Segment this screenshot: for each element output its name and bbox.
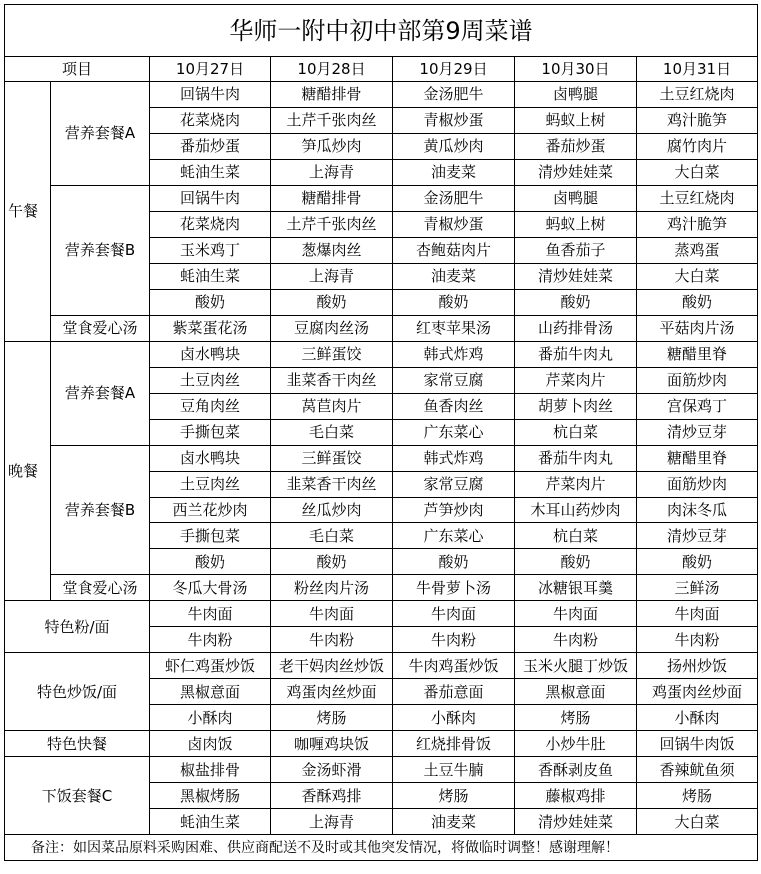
meal-label: 晚餐: [5, 341, 51, 601]
dish-cell: 蒸鸡蛋: [637, 237, 758, 263]
dish-cell: 酸奶: [637, 549, 758, 575]
dish-cell: 黑椒意面: [150, 679, 271, 705]
dish-cell: 莴苣肉片: [271, 393, 393, 419]
dish-cell: 三鲜蛋饺: [271, 341, 393, 367]
dish-cell: 酸奶: [637, 289, 758, 315]
dish-cell: 黑椒烤肠: [150, 783, 271, 809]
dish-cell: 黑椒意面: [515, 679, 637, 705]
dish-cell: 卤肉饭: [150, 731, 271, 757]
dish-cell: 咖喱鸡块饭: [271, 731, 393, 757]
dish-cell: 鱼香肉丝: [393, 393, 515, 419]
dish-cell: 豆腐肉丝汤: [271, 315, 393, 341]
dish-cell: 家常豆腐: [393, 471, 515, 497]
dish-cell: 粉丝肉片汤: [271, 575, 393, 601]
dish-cell: 上海青: [271, 263, 393, 289]
dish-cell: 鱼香茄子: [515, 237, 637, 263]
menu-row: [5, 731, 758, 757]
menu-row: [5, 341, 758, 367]
dish-cell: 小炒牛肚: [515, 731, 637, 757]
category-label: 特色粉/面: [5, 601, 150, 653]
dish-cell: 蚝油生菜: [150, 809, 271, 835]
dish-cell: 西兰花炒肉: [150, 497, 271, 523]
dish-cell: 大白菜: [637, 809, 758, 835]
dish-cell: 牛肉粉: [271, 627, 393, 653]
dish-cell: 面筋炒肉: [637, 367, 758, 393]
menu-row: [5, 757, 758, 783]
dish-cell: 回锅牛肉饭: [637, 731, 758, 757]
date-header: 10月29日: [393, 57, 515, 82]
dish-cell: 金汤肥牛: [393, 82, 515, 108]
group-label: 营养套餐A: [51, 341, 150, 445]
menu-row: [5, 575, 758, 601]
dish-cell: 清炒娃娃菜: [515, 159, 637, 185]
dish-cell: 清炒娃娃菜: [515, 263, 637, 289]
dish-cell: 家常豆腐: [393, 367, 515, 393]
dish-cell: 肉沫冬瓜: [637, 497, 758, 523]
group-label: 堂食爱心汤: [51, 315, 150, 341]
menu-row: [5, 601, 758, 627]
date-header: 10月27日: [150, 57, 271, 82]
date-header: 10月31日: [637, 57, 758, 82]
menu-row: [5, 185, 758, 211]
dish-cell: 牛肉粉: [637, 627, 758, 653]
menu-row: [5, 653, 758, 679]
dish-cell: 冬瓜大骨汤: [150, 575, 271, 601]
dish-cell: 老干妈肉丝炒饭: [271, 653, 393, 679]
dish-cell: 酸奶: [150, 289, 271, 315]
group-label: 营养套餐A: [51, 82, 150, 186]
dish-cell: 山药排骨汤: [515, 315, 637, 341]
dish-cell: 蚝油生菜: [150, 159, 271, 185]
dish-cell: 番茄牛肉丸: [515, 445, 637, 471]
dish-cell: 土芹千张肉丝: [271, 107, 393, 133]
dish-cell: 笋瓜炒肉: [271, 133, 393, 159]
dish-cell: 芹菜肉片: [515, 367, 637, 393]
group-label: 营养套餐B: [51, 185, 150, 315]
dish-cell: 番茄牛肉丸: [515, 341, 637, 367]
dish-cell: 三鲜汤: [637, 575, 758, 601]
dish-cell: 牛肉粉: [150, 627, 271, 653]
dish-cell: 黄瓜炒肉: [393, 133, 515, 159]
date-header: 10月30日: [515, 57, 637, 82]
dish-cell: 回锅牛肉: [150, 82, 271, 108]
dish-cell: 土豆肉丝: [150, 471, 271, 497]
group-label: 营养套餐B: [51, 445, 150, 575]
dish-cell: 面筋炒肉: [637, 471, 758, 497]
dish-cell: 韭菜香干肉丝: [271, 367, 393, 393]
dish-cell: 宫保鸡丁: [637, 393, 758, 419]
dish-cell: 韩式炸鸡: [393, 341, 515, 367]
dish-cell: 牛肉面: [637, 601, 758, 627]
dish-cell: 大白菜: [637, 159, 758, 185]
dish-cell: 酸奶: [515, 289, 637, 315]
dish-cell: 芦笋炒肉: [393, 497, 515, 523]
dish-cell: 回锅牛肉: [150, 185, 271, 211]
dish-cell: 韭菜香干肉丝: [271, 471, 393, 497]
item-header: 项目: [5, 57, 150, 82]
dish-cell: 番茄意面: [393, 679, 515, 705]
category-label: 下饭套餐C: [5, 757, 150, 835]
dish-cell: 酸奶: [393, 549, 515, 575]
dish-cell: 清炒豆芽: [637, 419, 758, 445]
dish-cell: 三鲜蛋饺: [271, 445, 393, 471]
dish-cell: 藤椒鸡排: [515, 783, 637, 809]
dish-cell: 上海青: [271, 159, 393, 185]
dish-cell: 牛肉面: [271, 601, 393, 627]
menu-title: 华师一附中初中部第9周菜谱: [5, 5, 758, 57]
dish-cell: 平菇肉片汤: [637, 315, 758, 341]
dish-cell: 玉米火腿丁炒饭: [515, 653, 637, 679]
dish-cell: 椒盐排骨: [150, 757, 271, 783]
dish-cell: 香酥剥皮鱼: [515, 757, 637, 783]
dish-cell: 芹菜肉片: [515, 471, 637, 497]
dish-cell: 清炒娃娃菜: [515, 809, 637, 835]
menu-row: [5, 82, 758, 108]
dish-cell: 花菜烧肉: [150, 211, 271, 237]
dish-cell: 金汤虾滑: [271, 757, 393, 783]
dish-cell: 牛肉鸡蛋炒饭: [393, 653, 515, 679]
dish-cell: 扬州炒饭: [637, 653, 758, 679]
dish-cell: 豆角肉丝: [150, 393, 271, 419]
dish-cell: 上海青: [271, 809, 393, 835]
dish-cell: 青椒炒蛋: [393, 211, 515, 237]
dish-cell: 杏鲍菇肉片: [393, 237, 515, 263]
category-label: 特色快餐: [5, 731, 150, 757]
menu-row: [5, 445, 758, 471]
dish-cell: 鸡蛋肉丝炒面: [637, 679, 758, 705]
dish-cell: 卤水鸭块: [150, 341, 271, 367]
dish-cell: 小酥肉: [637, 705, 758, 731]
dish-cell: 虾仁鸡蛋炒饭: [150, 653, 271, 679]
dish-cell: 广东菜心: [393, 419, 515, 445]
dish-cell: 蚝油生菜: [150, 263, 271, 289]
dish-cell: 牛肉粉: [393, 627, 515, 653]
dish-cell: 香酥鸡排: [271, 783, 393, 809]
dish-cell: 番茄炒蛋: [515, 133, 637, 159]
dish-cell: 红枣苹果汤: [393, 315, 515, 341]
dish-cell: 杭白菜: [515, 419, 637, 445]
dish-cell: 烤肠: [637, 783, 758, 809]
dish-cell: 葱爆肉丝: [271, 237, 393, 263]
dish-cell: 牛骨萝卜汤: [393, 575, 515, 601]
dish-cell: 红烧排骨饭: [393, 731, 515, 757]
dish-cell: 手撕包菜: [150, 419, 271, 445]
dish-cell: 糖醋里脊: [637, 341, 758, 367]
dish-cell: 紫菜蛋花汤: [150, 315, 271, 341]
dish-cell: 酸奶: [271, 289, 393, 315]
dish-cell: 卤鸭腿: [515, 82, 637, 108]
dish-cell: 油麦菜: [393, 809, 515, 835]
dish-cell: 酸奶: [271, 549, 393, 575]
dish-cell: 油麦菜: [393, 159, 515, 185]
dish-cell: 金汤肥牛: [393, 185, 515, 211]
dish-cell: 毛白菜: [271, 419, 393, 445]
dish-cell: 广东菜心: [393, 523, 515, 549]
dish-cell: 蚂蚁上树: [515, 107, 637, 133]
meal-label: 午餐: [5, 82, 51, 342]
dish-cell: 糖醋里脊: [637, 445, 758, 471]
dish-cell: 蚂蚁上树: [515, 211, 637, 237]
dish-cell: 土芹千张肉丝: [271, 211, 393, 237]
dish-cell: 毛白菜: [271, 523, 393, 549]
dish-cell: 小酥肉: [393, 705, 515, 731]
dish-cell: 大白菜: [637, 263, 758, 289]
group-label: 堂食爱心汤: [51, 575, 150, 601]
dish-cell: 香辣鱿鱼须: [637, 757, 758, 783]
dish-cell: 玉米鸡丁: [150, 237, 271, 263]
dish-cell: 青椒炒蛋: [393, 107, 515, 133]
dish-cell: 酸奶: [515, 549, 637, 575]
dish-cell: 牛肉面: [150, 601, 271, 627]
dish-cell: 油麦菜: [393, 263, 515, 289]
dish-cell: 牛肉粉: [515, 627, 637, 653]
dish-cell: 番茄炒蛋: [150, 133, 271, 159]
dish-cell: 烤肠: [515, 705, 637, 731]
dish-cell: 手撕包菜: [150, 523, 271, 549]
dish-cell: 鸡汁脆笋: [637, 211, 758, 237]
dish-cell: 清炒豆芽: [637, 523, 758, 549]
dish-cell: 牛肉面: [515, 601, 637, 627]
menu-row: [5, 315, 758, 341]
dish-cell: 胡萝卜肉丝: [515, 393, 637, 419]
dish-cell: 烤肠: [393, 783, 515, 809]
date-header: 10月28日: [271, 57, 393, 82]
dish-cell: 酸奶: [393, 289, 515, 315]
dish-cell: 卤水鸭块: [150, 445, 271, 471]
dish-cell: 鸡汁脆笋: [637, 107, 758, 133]
dish-cell: 酸奶: [150, 549, 271, 575]
dish-cell: 烤肠: [271, 705, 393, 731]
dish-cell: 土豆红烧肉: [637, 185, 758, 211]
dish-cell: 冰糖银耳羹: [515, 575, 637, 601]
dish-cell: 腐竹肉片: [637, 133, 758, 159]
dish-cell: 卤鸭腿: [515, 185, 637, 211]
menu-table: [4, 4, 758, 861]
footnote: 备注：如因菜品原料采购困难、供应商配送不及时或其他突发情况，将做临时调整！感谢理解！: [5, 835, 758, 861]
dish-cell: 木耳山药炒肉: [515, 497, 637, 523]
dish-cell: 土豆牛腩: [393, 757, 515, 783]
category-label: 特色炒饭/面: [5, 653, 150, 731]
dish-cell: 韩式炸鸡: [393, 445, 515, 471]
dish-cell: 鸡蛋肉丝炒面: [271, 679, 393, 705]
dish-cell: 糖醋排骨: [271, 82, 393, 108]
dish-cell: 土豆红烧肉: [637, 82, 758, 108]
dish-cell: 花菜烧肉: [150, 107, 271, 133]
dish-cell: 杭白菜: [515, 523, 637, 549]
dish-cell: 糖醋排骨: [271, 185, 393, 211]
dish-cell: 牛肉面: [393, 601, 515, 627]
dish-cell: 土豆肉丝: [150, 367, 271, 393]
dish-cell: 丝瓜炒肉: [271, 497, 393, 523]
dish-cell: 小酥肉: [150, 705, 271, 731]
